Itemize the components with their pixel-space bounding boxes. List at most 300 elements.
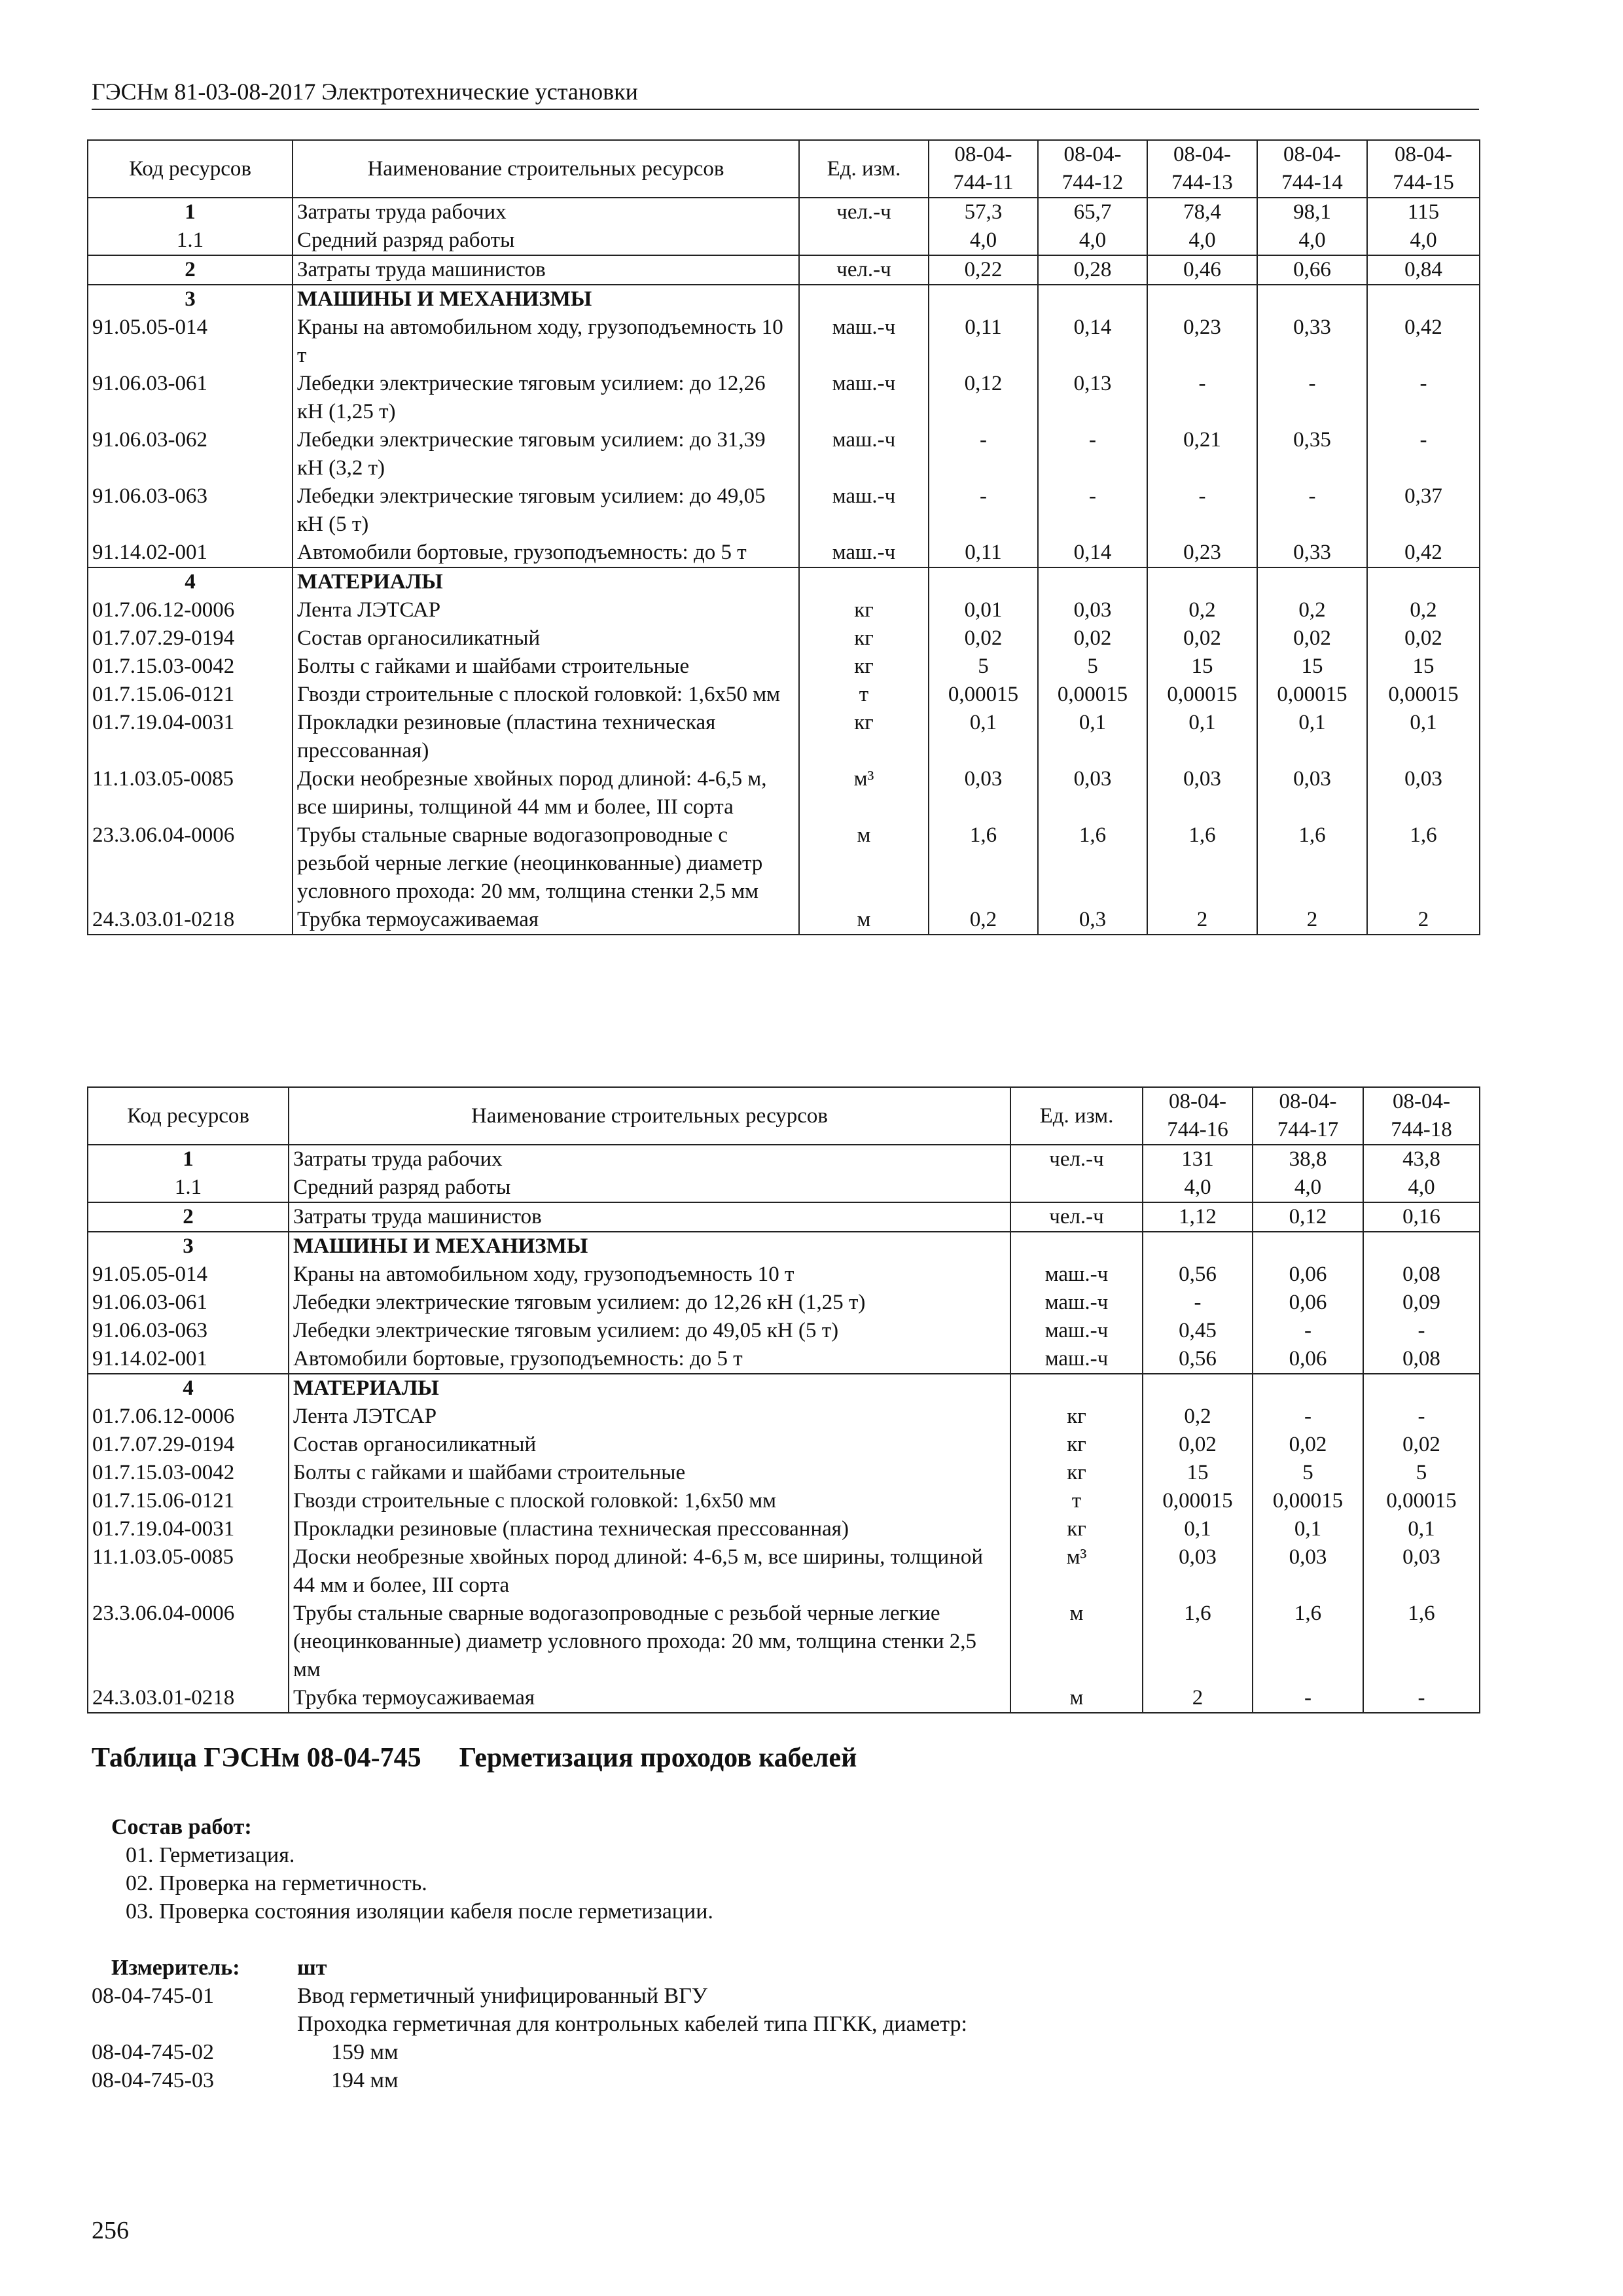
norm-value: 0,01 [929, 596, 1038, 624]
norm-value [1363, 1374, 1480, 1403]
norm-value: 0,23 [1147, 539, 1257, 567]
resource-code: 01.7.15.03-0042 [88, 1459, 289, 1487]
resource-code: 1.1 [88, 226, 293, 255]
table-row [88, 255, 1480, 285]
table-row [88, 1487, 1480, 1515]
norm-value: 0,00015 [1363, 1487, 1480, 1515]
norm-value: 0,33 [1257, 314, 1367, 370]
table-row [88, 567, 1480, 596]
resource-name: Доски необрезные хвойных пород длиной: 4-6,5 м, все ширины, толщиной 44 мм и более, III сорта [289, 1543, 1010, 1600]
resource-name: МАТЕРИАЛЫ [293, 567, 799, 596]
norm-value: 0,21 [1147, 426, 1257, 482]
norm-value: 5 [1253, 1459, 1363, 1487]
resource-unit: маш.-ч [1010, 1289, 1143, 1317]
resource-unit: маш.-ч [1010, 1261, 1143, 1289]
norm-value [1143, 1374, 1253, 1403]
norm-value: - [929, 482, 1038, 539]
resource-name: Лента ЛЭТСАР [289, 1403, 1010, 1431]
norm-code-line1: 08-04- [954, 143, 1012, 166]
resource-name: Прокладки резиновые (пластина техническая прессованная) [289, 1515, 1010, 1543]
norm-value: 4,0 [1257, 226, 1367, 255]
col-header-norm [929, 140, 1038, 198]
table-row [88, 906, 1480, 935]
norm-value: 0,14 [1038, 314, 1147, 370]
table-row [88, 1289, 1480, 1317]
col-header-norm [1367, 140, 1480, 198]
norm-value: 15 [1143, 1459, 1253, 1487]
norm-code-line1: 08-04- [1393, 1090, 1450, 1113]
resource-name: Затраты труда рабочих [289, 1145, 1010, 1174]
norm-value [1257, 567, 1367, 596]
norm-value: 0,1 [1363, 1515, 1480, 1543]
norm-value: - [1253, 1317, 1363, 1345]
resource-unit [1010, 1374, 1143, 1403]
norm-value: 0,03 [1147, 765, 1257, 821]
norm-code-line1: 08-04- [1279, 1090, 1337, 1113]
norm-value: 0,06 [1253, 1261, 1363, 1289]
norm-value: 0,28 [1038, 255, 1147, 285]
resource-code: 2 [88, 1202, 289, 1232]
norm-value: 0,66 [1257, 255, 1367, 285]
norm-value: - [1253, 1684, 1363, 1713]
resource-unit: кг [1010, 1431, 1143, 1459]
col-header-norm [1143, 1087, 1253, 1145]
resource-code: 01.7.07.29-0194 [88, 1431, 289, 1459]
norm-value: 0,03 [1143, 1543, 1253, 1600]
table-row [88, 624, 1480, 653]
norm-value: 2 [1367, 906, 1480, 935]
resource-code: 01.7.15.06-0121 [88, 681, 293, 709]
norm-value: 0,00015 [1147, 681, 1257, 709]
norm-value: 1,6 [1143, 1600, 1253, 1684]
running-header [92, 76, 1479, 110]
norm-value: 0,37 [1367, 482, 1480, 539]
norm-code: 08-04-745-03 [92, 2068, 214, 2092]
norm-value: 0,02 [1038, 624, 1147, 653]
table-row [88, 1684, 1480, 1713]
norm-value: 1,6 [1147, 821, 1257, 906]
table-header-row [88, 140, 1480, 198]
norm-value: 0,56 [1143, 1345, 1253, 1374]
norm-value: 0,00015 [1253, 1487, 1363, 1515]
norm-value: 5 [1038, 653, 1147, 681]
resource-name: Лебедки электрические тяговым усилием: до 12,26 кН (1,25 т) [289, 1289, 1010, 1317]
resource-name: Лебедки электрические тяговым усилием: до 49,05 кН (5 т) [293, 482, 799, 539]
norm-value: 0,11 [929, 539, 1038, 567]
norm-code-line2: 744-12 [1061, 171, 1124, 194]
table-row [88, 285, 1480, 314]
norm-value: 5 [1363, 1459, 1480, 1487]
norm-value: 65,7 [1038, 198, 1147, 226]
resource-name: Затраты труда машинистов [293, 255, 799, 285]
resource-unit: маш.-ч [799, 426, 929, 482]
table-row [88, 709, 1480, 765]
resource-name: МАШИНЫ И МЕХАНИЗМЫ [293, 285, 799, 314]
norm-description: Проходка герметичная для контрольных кабелей типа ПГКК, диаметр: [297, 2012, 967, 2036]
norm-value [929, 285, 1038, 314]
resource-unit: чел.-ч [799, 255, 929, 285]
resource-code: 01.7.19.04-0031 [88, 1515, 289, 1543]
measure-label: Измеритель: [111, 1956, 240, 1980]
resource-code: 4 [88, 567, 293, 596]
norm-value: 4,0 [1143, 1174, 1253, 1202]
norm-value: - [1038, 426, 1147, 482]
col-header-name: Наименование строительных ресурсов [289, 1087, 1010, 1145]
norm-value: 0,3 [1038, 906, 1147, 935]
norm-value: 4,0 [1147, 226, 1257, 255]
norm-value: 38,8 [1253, 1145, 1363, 1174]
norm-value: 0,03 [1038, 765, 1147, 821]
norm-value: 0,03 [929, 765, 1038, 821]
norm-value: 1,6 [1363, 1600, 1480, 1684]
col-header-norm [1038, 140, 1147, 198]
table-row [88, 370, 1480, 426]
norm-value: 2 [1257, 906, 1367, 935]
norm-value: 0,14 [1038, 539, 1147, 567]
norm-item [0, 2010, 1623, 2038]
resource-name: Гвозди строительные с плоской головкой: 1,6х50 мм [293, 681, 799, 709]
resource-unit: кг [1010, 1459, 1143, 1487]
table-row [88, 1261, 1480, 1289]
resource-code: 1.1 [88, 1174, 289, 1202]
table-row [88, 596, 1480, 624]
resource-code: 91.06.03-061 [88, 1289, 289, 1317]
norm-value: 0,2 [1367, 596, 1480, 624]
resource-name: Трубы стальные сварные водогазопроводные с резьбой черные легкие (неоцинкованные) диаметр условного прохода: 20 мм, толщина стенки 2,5 мм [289, 1600, 1010, 1684]
table-row [88, 1374, 1480, 1403]
norm-value [1363, 1232, 1480, 1261]
table-body [88, 198, 1480, 935]
norm-value: 0,09 [1363, 1289, 1480, 1317]
resource-unit: чел.-ч [1010, 1145, 1143, 1174]
norm-value [1257, 285, 1367, 314]
norm-code-line2: 744-11 [953, 171, 1014, 194]
norm-value: - [1257, 370, 1367, 426]
work-operation: 03. Проверка состояния изоляции кабеля после герметизации. [126, 1899, 713, 1924]
norm-value: - [1147, 482, 1257, 539]
norm-value: 5 [929, 653, 1038, 681]
norm-value: 0,06 [1253, 1345, 1363, 1374]
norm-value: 0,12 [1253, 1202, 1363, 1232]
measure-unit: шт [297, 1956, 327, 1980]
norm-value: 1,6 [1367, 821, 1480, 906]
norm-value: - [1143, 1289, 1253, 1317]
norm-value: 0,56 [1143, 1261, 1253, 1289]
norm-value: - [1363, 1317, 1480, 1345]
norm-value: 0,08 [1363, 1261, 1480, 1289]
table-title: Герметизация проходов кабелей [459, 1743, 857, 1773]
norm-code: 08-04-745-01 [92, 1984, 214, 2008]
resource-unit: маш.-ч [799, 370, 929, 426]
table-row [88, 1232, 1480, 1261]
resource-unit: чел.-ч [799, 198, 929, 226]
resource-unit: кг [799, 596, 929, 624]
resource-code: 01.7.06.12-0006 [88, 1403, 289, 1431]
norm-value: - [1363, 1403, 1480, 1431]
resource-name: Состав органосиликатный [293, 624, 799, 653]
resource-name: Лебедки электрические тяговым усилием: до 31,39 кН (3,2 т) [293, 426, 799, 482]
table-row [88, 1431, 1480, 1459]
norm-value: 0,03 [1367, 765, 1480, 821]
table-row [88, 1600, 1480, 1684]
resource-name: Гвозди строительные с плоской головкой: 1,6х50 мм [289, 1487, 1010, 1515]
resource-unit: м³ [1010, 1543, 1143, 1600]
norm-value: 1,6 [1257, 821, 1367, 906]
norm-value: 0,16 [1363, 1202, 1480, 1232]
resource-code: 01.7.19.04-0031 [88, 709, 293, 765]
norm-value: 0,1 [1257, 709, 1367, 765]
col-header-norm [1253, 1087, 1363, 1145]
resource-code: 91.05.05-014 [88, 1261, 289, 1289]
resource-unit: м [1010, 1600, 1143, 1684]
resource-unit: маш.-ч [1010, 1317, 1143, 1345]
work-composition-label: Состав работ: [111, 1815, 252, 1839]
norm-value: 0,1 [1367, 709, 1480, 765]
norm-value: 0,1 [929, 709, 1038, 765]
resource-unit: т [799, 681, 929, 709]
norm-value: 0,02 [1257, 624, 1367, 653]
resource-code: 91.06.03-062 [88, 426, 293, 482]
resource-unit: м³ [799, 765, 929, 821]
resource-unit [1010, 1232, 1143, 1261]
norm-value: 4,0 [1367, 226, 1480, 255]
resource-name: Болты с гайками и шайбами строительные [289, 1459, 1010, 1487]
norm-value: 131 [1143, 1145, 1253, 1174]
norm-value: 0,00015 [1257, 681, 1367, 709]
norm-value: 0,1 [1253, 1515, 1363, 1543]
norm-value: 2 [1143, 1684, 1253, 1713]
resource-unit: маш.-ч [799, 482, 929, 539]
resource-unit: маш.-ч [1010, 1345, 1143, 1374]
table-row [88, 1317, 1480, 1345]
norm-value: 0,03 [1038, 596, 1147, 624]
norm-code-line1: 08-04- [1395, 143, 1452, 166]
resource-name: Лебедки электрические тяговым усилием: до 49,05 кН (5 т) [289, 1317, 1010, 1345]
norm-value: 0,84 [1367, 255, 1480, 285]
norm-value: 0,42 [1367, 539, 1480, 567]
norm-value: 43,8 [1363, 1145, 1480, 1174]
norm-value: 2 [1147, 906, 1257, 935]
norm-value [1253, 1374, 1363, 1403]
page-number: 256 [92, 2217, 129, 2244]
resource-unit: маш.-ч [799, 314, 929, 370]
norm-value: 0,1 [1038, 709, 1147, 765]
norm-value [1038, 285, 1147, 314]
resource-code: 01.7.15.03-0042 [88, 653, 293, 681]
table-row [88, 426, 1480, 482]
norm-value: 0,00015 [1143, 1487, 1253, 1515]
norm-value [1038, 567, 1147, 596]
norm-item [0, 2066, 1623, 2094]
table-row [88, 1202, 1480, 1232]
norm-code-line2: 744-14 [1281, 171, 1343, 194]
resource-name: Трубы стальные сварные водогазопроводные с резьбой черные легкие (неоцинкованные) диаметр условного прохода: 20 мм, толщина стенки 2,5 мм [293, 821, 799, 906]
col-header-unit: Ед. изм. [799, 140, 929, 198]
resource-name: Краны на автомобильном ходу, грузоподъемность 10 т [289, 1261, 1010, 1289]
resource-unit: кг [799, 653, 929, 681]
norm-value: 0,2 [1143, 1403, 1253, 1431]
norm-value: - [1253, 1403, 1363, 1431]
resource-unit: м [799, 906, 929, 935]
resource-unit: кг [1010, 1515, 1143, 1543]
col-header-norm [1147, 140, 1257, 198]
col-header-code: Код ресурсов [88, 1087, 289, 1145]
resource-code: 3 [88, 285, 293, 314]
resource-code: 91.14.02-001 [88, 539, 293, 567]
measurement-block [0, 1954, 1623, 2094]
running-header-title: ГЭСНм 81-03-08-2017 Электротехнические установки [92, 79, 638, 105]
norm-value: 0,02 [1143, 1431, 1253, 1459]
norm-code-line2: 744-15 [1393, 171, 1454, 194]
norm-value: 0,03 [1363, 1543, 1480, 1600]
table-row [88, 226, 1480, 255]
resource-unit: маш.-ч [799, 539, 929, 567]
table-row [88, 482, 1480, 539]
resource-name: Доски необрезные хвойных пород длиной: 4-6,5 м, все ширины, толщиной 44 мм и более, III сорта [293, 765, 799, 821]
norm-value: - [1038, 482, 1147, 539]
norm-value: 4,0 [929, 226, 1038, 255]
norm-value: 0,23 [1147, 314, 1257, 370]
norm-value [1367, 285, 1480, 314]
norm-description: 159 мм [331, 2040, 399, 2064]
resource-name: Состав органосиликатный [289, 1431, 1010, 1459]
norm-value: 115 [1367, 198, 1480, 226]
resource-name: Лента ЛЭТСАР [293, 596, 799, 624]
norm-value: 15 [1367, 653, 1480, 681]
norm-value: 0,2 [1147, 596, 1257, 624]
norm-value: 0,1 [1143, 1515, 1253, 1543]
table-id: Таблица ГЭСНм 08-04-745 [92, 1743, 421, 1773]
resource-code: 91.06.03-061 [88, 370, 293, 426]
norm-item [0, 1982, 1623, 2010]
resource-name: МАШИНЫ И МЕХАНИЗМЫ [289, 1232, 1010, 1261]
norm-value: 0,22 [929, 255, 1038, 285]
norm-value [929, 567, 1038, 596]
norm-value: 0,02 [1253, 1431, 1363, 1459]
resource-code: 01.7.07.29-0194 [88, 624, 293, 653]
resources-table-2 [87, 1086, 1480, 1713]
section-title [92, 1740, 857, 1776]
table-row [88, 821, 1480, 906]
resource-unit: т [1010, 1487, 1143, 1515]
resource-unit: кг [1010, 1403, 1143, 1431]
table-row [88, 1515, 1480, 1543]
col-header-norm [1363, 1087, 1480, 1145]
resource-name: Затраты труда рабочих [293, 198, 799, 226]
norm-value: - [1367, 426, 1480, 482]
table-row [88, 1543, 1480, 1600]
work-operation: 02. Проверка на герметичность. [126, 1871, 427, 1895]
resource-unit [799, 226, 929, 255]
resource-unit [799, 285, 929, 314]
norm-description: 194 мм [331, 2068, 399, 2092]
norm-value: 0,33 [1257, 539, 1367, 567]
resource-unit: м [1010, 1684, 1143, 1713]
norm-value: - [1363, 1684, 1480, 1713]
table-header-row [88, 1087, 1480, 1145]
norm-value: 0,11 [929, 314, 1038, 370]
resource-name: Болты с гайками и шайбами строительные [293, 653, 799, 681]
resource-name: Прокладки резиновые (пластина техническая прессованная) [293, 709, 799, 765]
resource-code: 3 [88, 1232, 289, 1261]
norm-value: 78,4 [1147, 198, 1257, 226]
resource-name: Краны на автомобильном ходу, грузоподъемность 10 т [293, 314, 799, 370]
norm-value: 4,0 [1038, 226, 1147, 255]
table-row [88, 765, 1480, 821]
norm-value: 4,0 [1253, 1174, 1363, 1202]
resource-unit: кг [799, 709, 929, 765]
norm-value: 0,42 [1367, 314, 1480, 370]
resources-table-1 [87, 139, 1480, 935]
norm-value: 4,0 [1363, 1174, 1480, 1202]
resource-name: Средний разряд работы [289, 1174, 1010, 1202]
norm-value: 0,2 [1257, 596, 1367, 624]
norm-value: 0,1 [1147, 709, 1257, 765]
table-row [88, 1174, 1480, 1202]
resource-code: 24.3.03.01-0218 [88, 1684, 289, 1713]
norm-code-line2: 744-18 [1391, 1118, 1452, 1141]
norm-code-line1: 08-04- [1173, 143, 1231, 166]
resource-code: 2 [88, 255, 293, 285]
norm-value: 15 [1147, 653, 1257, 681]
col-header-name: Наименование строительных ресурсов [293, 140, 799, 198]
norm-value: 0,02 [1147, 624, 1257, 653]
resource-code: 91.05.05-014 [88, 314, 293, 370]
norm-value: 0,02 [929, 624, 1038, 653]
table-row [88, 198, 1480, 226]
norm-item [0, 2038, 1623, 2066]
norm-code: 08-04-745-02 [92, 2040, 214, 2064]
resource-code: 23.3.06.04-0006 [88, 1600, 289, 1684]
col-header-unit: Ед. изм. [1010, 1087, 1143, 1145]
norm-value: 15 [1257, 653, 1367, 681]
norm-value [1143, 1232, 1253, 1261]
norm-code-line1: 08-04- [1283, 143, 1341, 166]
norm-value: 0,35 [1257, 426, 1367, 482]
norm-value: 1,6 [929, 821, 1038, 906]
table-row [88, 681, 1480, 709]
norm-value: - [1367, 370, 1480, 426]
norm-code-line1: 08-04- [1063, 143, 1122, 166]
norm-value: - [1257, 482, 1367, 539]
norm-value: 0,03 [1253, 1543, 1363, 1600]
resource-code: 24.3.03.01-0218 [88, 906, 293, 935]
norm-value: - [929, 426, 1038, 482]
table-row [88, 1145, 1480, 1174]
norm-code-line2: 744-16 [1167, 1118, 1228, 1141]
norm-value: 0,13 [1038, 370, 1147, 426]
norm-code-line2: 744-17 [1277, 1118, 1339, 1141]
norm-value: 0,00015 [929, 681, 1038, 709]
norm-value [1367, 567, 1480, 596]
resource-name: Автомобили бортовые, грузоподъемность: до 5 т [289, 1345, 1010, 1374]
norm-value: 0,02 [1367, 624, 1480, 653]
resource-code: 23.3.06.04-0006 [88, 821, 293, 906]
resource-unit [799, 567, 929, 596]
norm-value: 0,02 [1363, 1431, 1480, 1459]
norm-code-line1: 08-04- [1169, 1090, 1226, 1113]
resource-unit: кг [799, 624, 929, 653]
resource-name: Трубка термоусаживаемая [293, 906, 799, 935]
norm-value [1147, 285, 1257, 314]
norm-value: 57,3 [929, 198, 1038, 226]
norm-value: 0,46 [1147, 255, 1257, 285]
norm-value: 0,2 [929, 906, 1038, 935]
table-row [88, 1459, 1480, 1487]
resource-name: Лебедки электрические тяговым усилием: до 12,26 кН (1,25 т) [293, 370, 799, 426]
norm-value: 0,12 [929, 370, 1038, 426]
table-row [88, 314, 1480, 370]
